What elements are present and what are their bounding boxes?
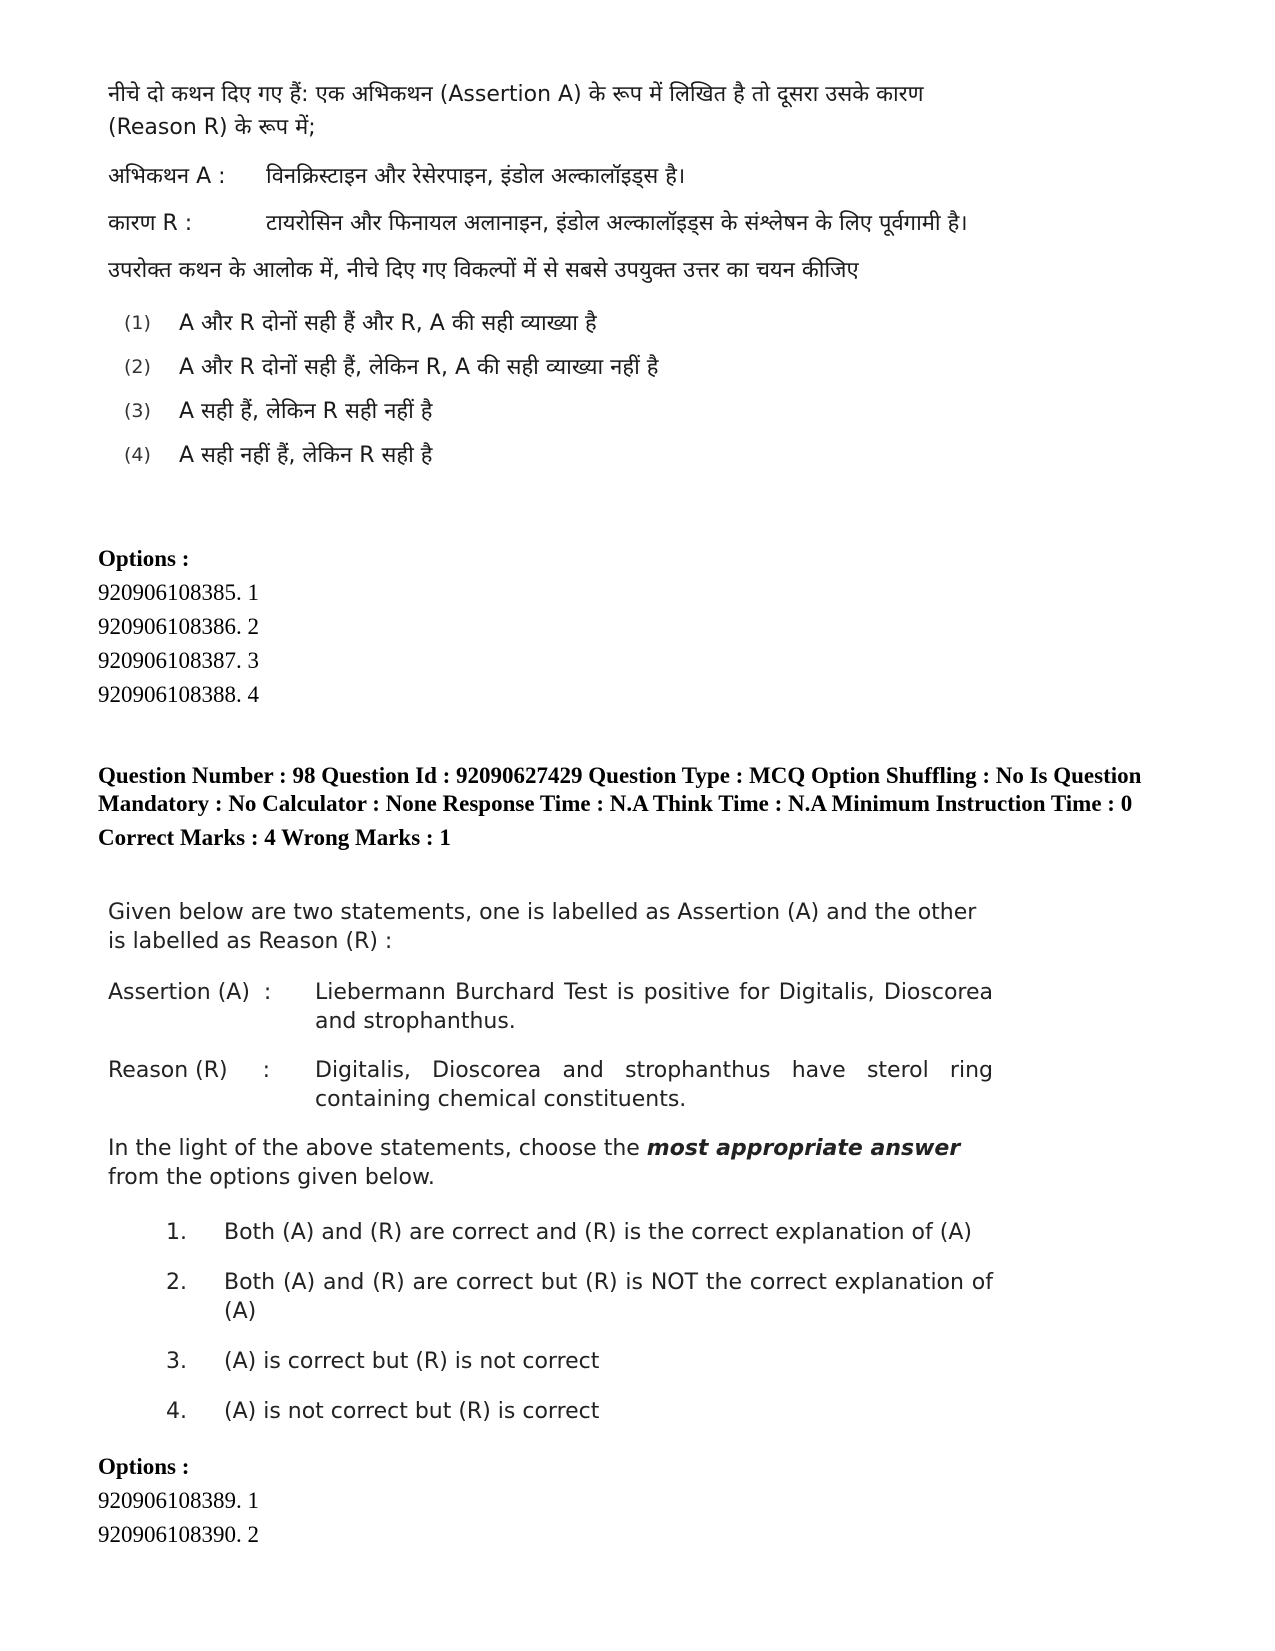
question-meta-line: Question Number : 98 Question Id : 92090627429 Question Type : MCQ Option Shuffling : No Is Question Mandatory : No Calculator : None Response Time : N.A Think Time : N.A Minimum Instruction Time : 0 — [98, 763, 1142, 816]
english-option-number: 1. — [166, 1220, 187, 1245]
english-prompt-start: In the light of the above statements, choose the — [108, 1136, 647, 1161]
question-marks: Correct Marks : 4 Wrong Marks : 1 — [98, 825, 451, 850]
option-id-line: 920906108386. 2 — [98, 614, 259, 639]
hindi-assertion-label: अभिकथन A : — [108, 164, 226, 189]
option-id-line: 920906108385. 1 — [98, 580, 259, 605]
options-block-2 — [98, 1450, 259, 1552]
hindi-reason-label: कारण R : — [108, 211, 193, 236]
english-reason-text: Digitalis, Dioscorea and strophanthus have sterol ring containing chemical constituents. — [315, 1058, 993, 1112]
english-option-list — [166, 1218, 993, 1426]
hindi-option — [124, 301, 968, 345]
english-assertion-text: Liebermann Burchard Test is positive for Digitalis, Dioscorea and strophanthus. — [315, 980, 993, 1034]
hindi-option-text: A सही नहीं हैं, लेकिन R सही है — [179, 442, 433, 468]
hindi-option — [124, 433, 968, 477]
english-assertion-row — [108, 978, 993, 1036]
english-option-text: (A) is correct but (R) is not correct — [224, 1349, 600, 1374]
english-intro: Given below are two statements, one is labelled as Assertion (A) and the other is labelled as Reason (R) : — [108, 900, 977, 954]
options-heading: Options : — [98, 1454, 190, 1479]
hindi-assertion-row — [108, 160, 968, 193]
hindi-question — [108, 78, 968, 477]
hindi-reason-row — [108, 207, 968, 240]
english-option — [166, 1397, 993, 1426]
english-assertion-label: Assertion (A) : — [108, 980, 272, 1005]
hindi-reason-text: टायरोसिन और फिनायल अलानाइन, इंडोल अल्कालॉइड्स के संश्लेषन के लिए पूर्वगामी है। — [266, 211, 968, 236]
english-option — [166, 1268, 993, 1326]
hindi-intro: नीचे दो कथन दिए गए हैं: एक अभिकथन (Assertion A) के रूप में लिखित है तो दूसरा उसके कारण (Reason R) के रूप में; — [108, 82, 924, 140]
english-option-text: Both (A) and (R) are correct but (R) is NOT the correct explanation of (A) — [224, 1270, 993, 1324]
english-reason-label: Reason (R) : — [108, 1058, 271, 1083]
english-prompt-emphasis: most appropriate answer — [646, 1136, 961, 1161]
hindi-option-list — [124, 301, 968, 477]
english-option-number: 2. — [166, 1270, 187, 1295]
options-heading: Options : — [98, 546, 190, 571]
hindi-option — [124, 389, 968, 433]
english-option — [166, 1347, 993, 1376]
options-block-1 — [98, 542, 259, 712]
question-meta — [98, 762, 1208, 852]
option-id-line: 920906108388. 4 — [98, 682, 259, 707]
hindi-assertion-text: विनक्रिस्टाइन और रेसेरपाइन, इंडोल अल्कालॉइड्स है। — [266, 164, 686, 189]
option-id-line: 920906108389. 1 — [98, 1488, 259, 1513]
hindi-prompt: उपरोक्त कथन के आलोक में, नीचे दिए गए विकल्पों में से सबसे उपयुक्त उत्तर का चयन कीजिए — [108, 258, 859, 283]
english-option-text: Both (A) and (R) are correct and (R) is the correct explanation of (A) — [224, 1220, 972, 1245]
english-option — [166, 1218, 993, 1247]
hindi-option-number: (1) — [124, 311, 151, 334]
english-question — [108, 898, 993, 1447]
hindi-option-number: (4) — [124, 443, 151, 466]
hindi-option-text: A सही हैं, लेकिन R सही नहीं है — [179, 398, 433, 424]
english-option-number: 4. — [166, 1399, 187, 1424]
english-prompt — [108, 1134, 993, 1192]
option-id-line: 920906108390. 2 — [98, 1522, 259, 1547]
english-option-number: 3. — [166, 1349, 187, 1374]
option-id-line: 920906108387. 3 — [98, 648, 259, 673]
english-prompt-end: from the options given below. — [108, 1165, 435, 1190]
hindi-option-number: (3) — [124, 399, 151, 422]
english-option-text: (A) is not correct but (R) is correct — [224, 1399, 600, 1424]
hindi-option-text: A और R दोनों सही हैं, लेकिन R, A की सही व्याख्या नहीं है — [179, 354, 659, 380]
hindi-option-text: A और R दोनों सही हैं और R, A की सही व्याख्या है — [179, 310, 597, 336]
english-reason-row — [108, 1056, 993, 1114]
hindi-option-number: (2) — [124, 355, 151, 378]
hindi-option — [124, 345, 968, 389]
